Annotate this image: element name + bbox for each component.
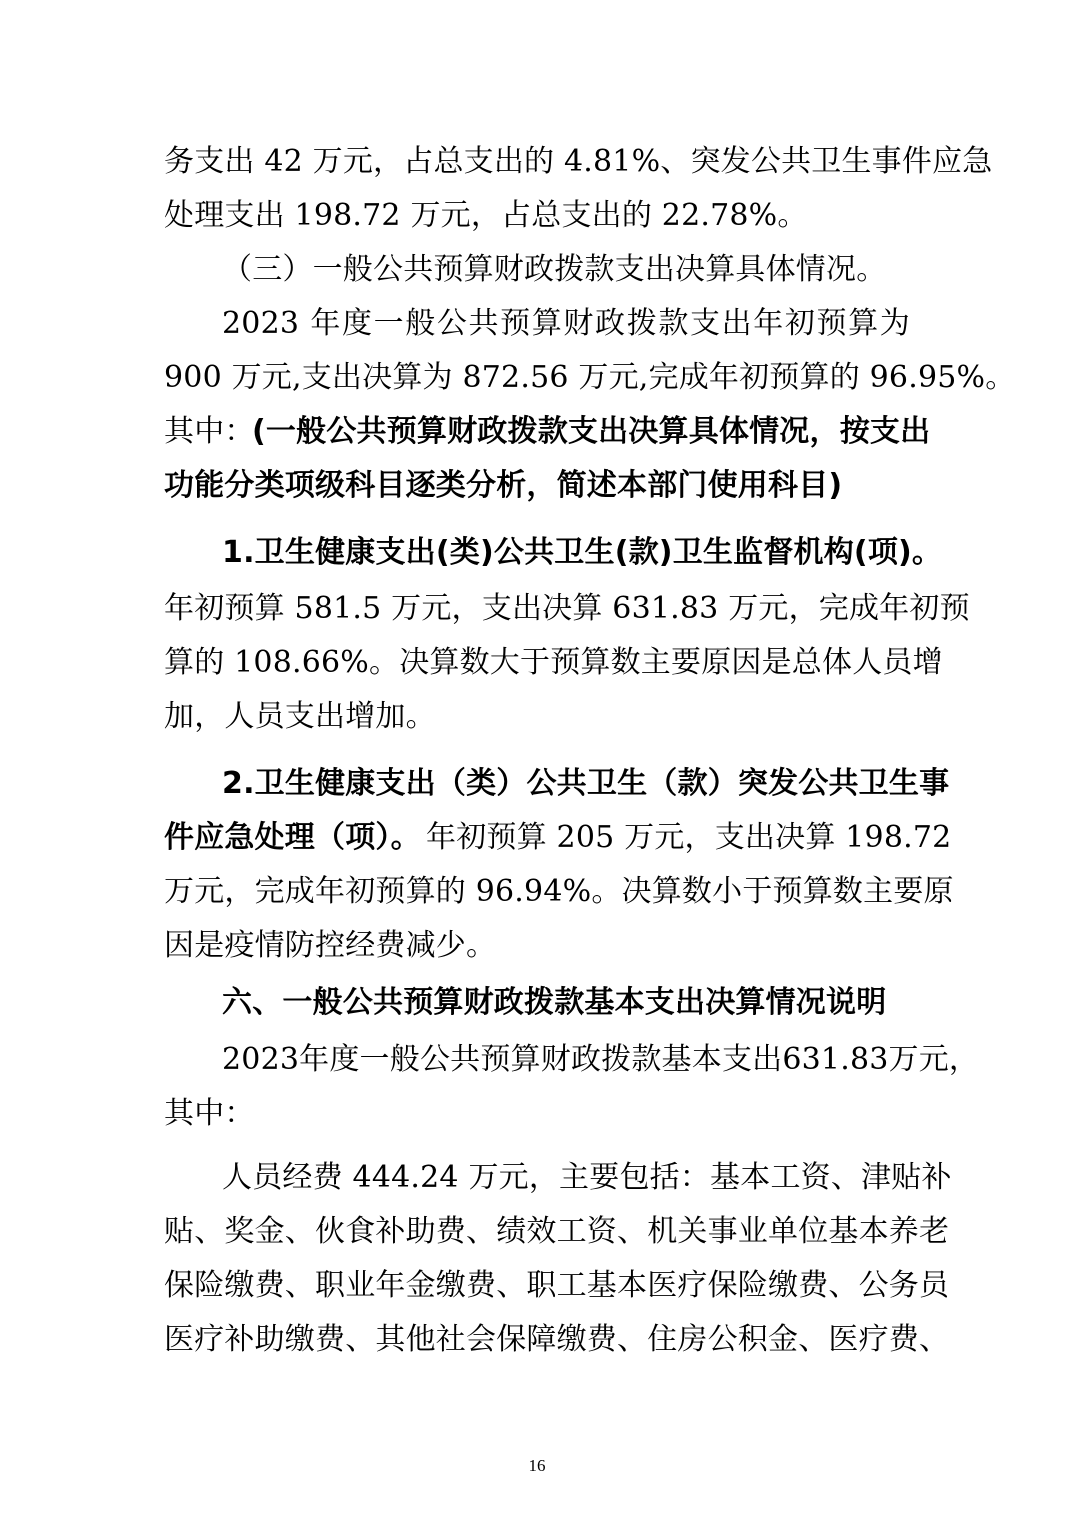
- text-line: 900 万元,支出决算为 872.56 万元,完成年初预算的 96.95%。: [164, 360, 1016, 395]
- text-line: 加，人员支出增加。: [164, 699, 436, 734]
- bold-note: 功能分类项级科目逐类分析，简述本部门使用科目): [164, 468, 843, 503]
- item-heading: 2.卫生健康支出（类）公共卫生（款）突发公共卫生事: [222, 766, 950, 801]
- text-line: 2023 年度一般公共预算财政拨款支出年初预算为: [222, 306, 910, 341]
- text-line: 其中：: [164, 414, 255, 449]
- text-line: 医疗补助缴费、其他社会保障缴费、住房公积金、医疗费、: [164, 1322, 950, 1357]
- page-number: 16: [528, 1456, 546, 1475]
- text-line: 万元，完成年初预算的 96.94%。决算数小于预算数主要原: [164, 874, 954, 909]
- text-line: 年初预算 581.5 万元，支出决算 631.83 万元，完成年初预: [164, 591, 970, 626]
- text-line: 务支出 42 万元，占总支出的 4.81%、突发公共卫生事件应急: [164, 144, 993, 179]
- text-line: 2023年度一般公共预算财政拨款基本支出631.83万元，: [222, 1042, 980, 1077]
- text-line: 贴、奖金、伙食补助费、绩效工资、机关事业单位基本养老: [164, 1214, 950, 1249]
- section-heading: 六、一般公共预算财政拨款基本支出决算情况说明: [222, 985, 887, 1020]
- section-heading: （三）一般公共预算财政拨款支出决算具体情况。: [222, 252, 887, 287]
- text-line: 年初预算 205 万元，支出决算 198.72: [426, 820, 952, 855]
- text-line: 处理支出 198.72 万元，占总支出的 22.78%。: [164, 198, 808, 233]
- text-line: 保险缴费、职业年金缴费、职工基本医疗保险缴费、公务员: [164, 1268, 950, 1303]
- item-heading: 件应急处理（项）。: [164, 820, 421, 855]
- text-line: 其中：: [164, 1096, 255, 1131]
- item-heading: 1.卫生健康支出(类)公共卫生(款)卫生监督机构(项)。: [222, 535, 943, 570]
- text-line: 因是疫情防控经费减少。: [164, 928, 497, 963]
- text-line: 算的 108.66%。决算数大于预算数主要原因是总体人员增: [164, 645, 943, 680]
- bold-note: (一般公共预算财政拨款支出决算具体情况，按支出: [252, 414, 931, 449]
- text-line: 人员经费 444.24 万元，主要包括：基本工资、津贴补: [222, 1160, 952, 1195]
